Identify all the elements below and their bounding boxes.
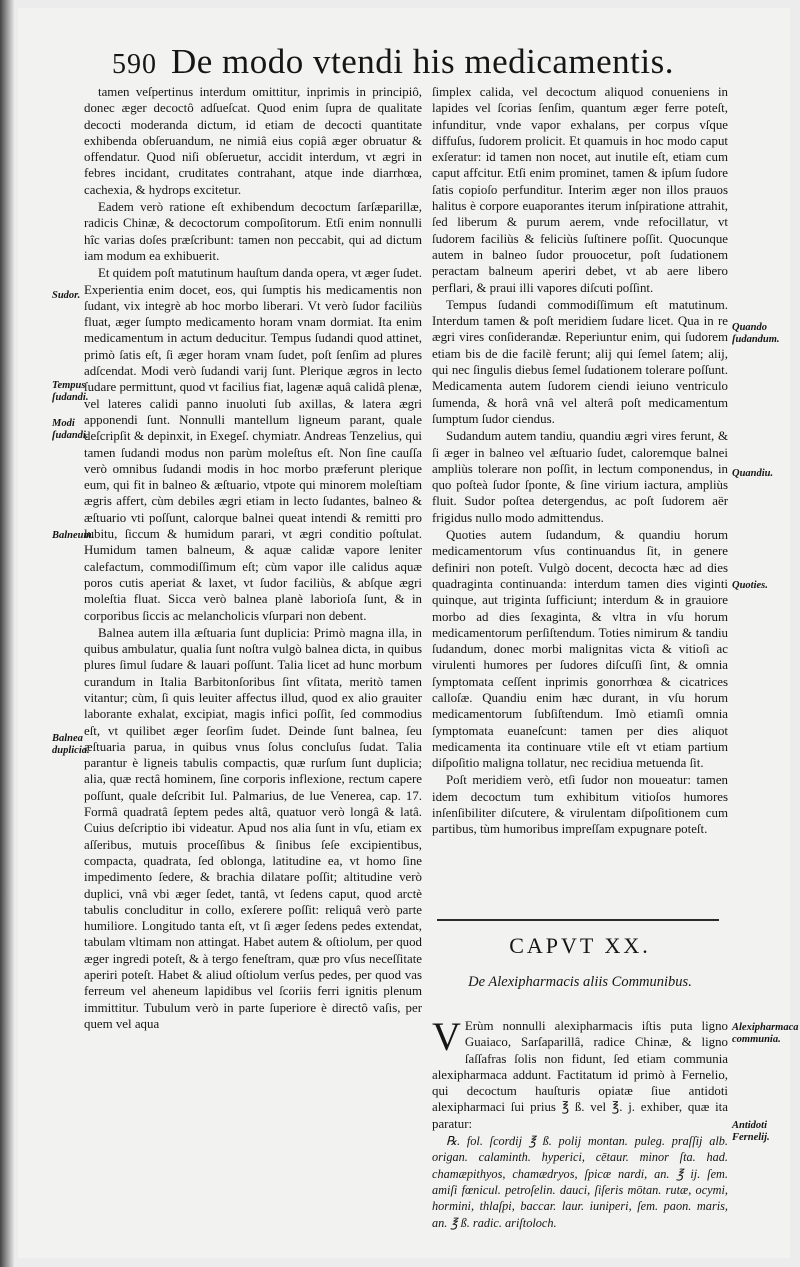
margin-note-quandiu: Quandiu. — [732, 468, 774, 479]
margin-note-tempus-sudandi: Tempus ſudandi. — [52, 380, 89, 403]
paragraph: ſimplex calida, vel decoctum aliquod conueniens in lapides vel ſcorias ſenſim, quantum æger ferre poteſt, infunditur, vnde vapor exhalans, per corpus vſque diffuſus, ſudorem prolicit. Et quamuis in hoc modo caput exſeratur: id tamen non nocet, aut inutile eſt, etiam cum caput affcitur. Etſi enim prominet, tamen & ipſum ſudore ſatis copioſo perfunditur. Interim æger non illos prauos halitus è corpore euaporantes iterum inſpiratione attrahit, ſed liberum & purum aerem, vnde refocillatur, vt ſudorem faciliùs & feliciùs ſuſtinere poſſit. Quocunque autem in balneo ſudor prouocetur, poſt ſudationem peractam balneum aperiri debet, vt ab aere libero perflari, & praui illi vapores diſcuti poſſint. — [432, 85, 728, 295]
chapter-subtitle: De Alexipharmacis aliis Communibus. — [468, 974, 692, 990]
left-column — [84, 84, 422, 1032]
paragraph: Sudandum autem tandiu, quandiu ægri vires ferunt, & ſi æger in balneo vel æſtuario ſudet, caloremque balnei ampliùs tolerare non poſſit, in lectum componendus, in quo poſteà ſudor ſponte, & ſine virium iactura, ampliùs fluit. Sudor poſtea detergendus, ac poſt ſudorem aër frigidus nullo modo admittendus. — [432, 429, 728, 525]
running-title: De modo vtendi his medicamentis. — [171, 42, 674, 81]
right-column — [432, 84, 728, 838]
paragraph: Tempus ſudandi commodiſſimum eſt matutinum. Interdum tamen & poſt meridiem ſudare licet. Qua in re ægri vires conſiderandæ. Reperiuntur enim, qui ſudorem etiam bis de die facilè ferunt; alij qui ſemel ſatem; alij, qui nec ſingulis diebus ſemel ſudationem tolerare poſſunt. Medicamenta autem ſudorem ciendi ieiuno ventriculo ſumenda, & horâ vnâ vel alterâ poſt medicamentum ſumptum ſudor ciendus. — [432, 297, 728, 426]
paragraph: Eadem verò ratione eſt exhibendum decoctum ſarſæparillæ, radicis Chinæ, & decoctorum compoſitorum. Etſi enim nonnulli hîc varias doſes præſcribunt: tamen non peccabit, qui ad dictum iam modum ea exhibuerit. — [84, 200, 422, 263]
page-header — [112, 42, 674, 82]
chapter-body — [432, 1014, 728, 1231]
margin-note-quoties: Quoties. — [732, 580, 768, 591]
margin-note-alexipharmaca: Alexipharmaca communia. — [732, 1022, 799, 1045]
margin-note-modi-sudandi: Modi ſudandi. — [52, 418, 89, 441]
paragraph: Quoties autem ſudandum, & quandiu horum medicamentorum vſus continuandus ſit, in genere definiri non poteſt. Vulgò docent, decocta hæc ad dies quadraginta continuanda: interdum tamen dies viginti quinque, aut triginta ſufficiunt; interdum & in grauiore morbo ad dies ſexaginta, & vltra in vſu horum medicamentorum perſiſtendum. Toties nimirum & tandiu ſudandum, donec morbi malignitas victa & vitioſi ac virulenti humores per ſudores diſcuſſi ſint, & omnia ſymptomata ceſſent inprimis gonorrhœa & cicatrices calloſæ. Quandiu enim hæc durant, in vſu horum medicamentorum ſubſiſtendum. Imò etiamſi omnia ſymptomata euaneſcunt: tamen per dies aliquot medicamenta ita continuare vtile eſt vt etiam partium diſpoſitio maligna tollatur, nec recidiua metuenda ſit. — [432, 528, 728, 771]
paragraph: tamen veſpertinus interdum omittitur, inprimis in principiô, donec æger decoctô adſueſcat. Quod enim ſupra de qualitate decocti moderanda dictum, id etiam de decocti quantitate exhibenda obſeruandum, ne nimiâ eius copiâ æger obruatur & offendatur. Quod niſi obſeruetur, accidit interdum, vt ægri in febres incidant, cruditates contrahant, atque inde diarrhœa, cachexia, & hydrops excitetur. — [84, 85, 422, 197]
section-divider — [437, 919, 719, 921]
margin-note-balnea-duplicia: Balnea duplicia. — [52, 733, 90, 756]
chapter-text: Erùm nonnulli alexipharmacis iſtis puta ligno Guaiaco, Sarſaparillâ, radice Chinæ, & ligno ſaſſafras ſolis non fidunt, ſed etiam communia alexipharmaca addunt. Factitatum id primò à Fernelio, qui decoctum hauſturis opiatæ ſiue antidoti alexipharmaci ſui prius ℥ ß. vel ℥. j. exhiber, quæ ita paratur: — [432, 1019, 728, 1131]
chapter-paragraph — [432, 1014, 728, 1132]
margin-note-sudor: Sudor. — [52, 290, 81, 301]
recipe: ℞. fol. ſcordij ℥ ß. polij montan. puleg. praſſij alb. origan. calaminth. hyperici, cētaur. minor ſta. had. chamæpithyos, chamædryos, ſpicæ nardi, an. ℥ ij. ſem. amiſi fœnicul. petroſelin. dauci, ſiſeris mōtan. rutæ, ocymi, hormini, thlaſpi, baccar. laur. iuniperi, ſem. paon. maris, an. ℥ ß. radic. ariſtoloch. — [432, 1134, 728, 1230]
margin-note-balneum: Balneum. — [52, 530, 95, 541]
chapter-title: CAPVT XX. — [509, 933, 651, 958]
paragraph: Poſt meridiem verò, etſi ſudor non moueatur: tamen idem decoctum tum exhibitum vitioſos humores inſenſibiliter diſcutere, & virulentam diſpoſitionem cum partibus, tùm humoribus impreſſam expugnare poteſt. — [432, 773, 728, 837]
drop-cap: V — [432, 1014, 461, 1059]
margin-note-antidoti: Antidoti Fernelij. — [732, 1120, 770, 1143]
book-gutter — [0, 0, 14, 1267]
margin-note-quando-sudandum: Quando ſudandum. — [732, 322, 780, 345]
paragraph: Et quidem poſt matutinum hauſtum danda opera, vt æger ſudet. Experientia enim docet, eos, qui ſumptis his medicamentis non ſudant, vix integrè ab hoc morbo liberari. Vt verò ſudor faciliùs fluat, æger ſumpto medicamento horam vnam dormiat. Ita enim medicamentum in actum deducitur. Tempus ſudandi quod attinet, primò ſatis eſt, ſi æger horam vnam ſudet, poſt ſenſim ad plures adſcendat. Modi verò ſudandi varij ſunt. Plerique ægros in lecto ſudare permittunt, quod vt facilius fiat, lagenæ aquâ calidâ plenæ, vel lateres calidi panno inuoluti ſub axillas, & latera ægri apponendi ſunt. Nonnulli mantellum ligneum parant, quale deſcripſit & depinxit, in Exegeſ. chymiatr. Andreas Tenzelius, qui tamen ſudandi modus non parùm moleſtus eſt. Non ſine cauſſa verò omnibus ſudandi modis in hoc morbo præferunt plerique eum, qui fit in balneo & æſtuario, vtpote qui minorem moleſtiam ægris affert, cùm debiles ægri etiam in lecto ſudantes, balneo & æſtuario vti poſſunt, calorque balnei queat intendi & remitti pro lubitu, ſiccum & humidum parari, vt ægri conditio poſtulat. Humidum tamen balneum, & aquæ calidæ vapore leniter calefactum, commodiſſimum eſt; cùm vapor ille calidus aquæ poros cutis aperiat & laxet, vt ſudor faciliùs, & abſque ægri moleſtia fluat. Sicca verò balnea planè laborioſa ſunt, & in corporibus ſiccis ac melancholicis vſurpari non debent. — [84, 266, 422, 623]
paragraph: Balnea autem illa æſtuaria ſunt duplicia: Primò magna illa, in quibus ambulatur, qualia ſunt noſtra vulgò balnea dicta, in quibus plures ſimul ſudare & lauari poſſunt. Talia licet ad hunc morbum curandum in Italia Barbitonſoribus ſint vſitata, meritò tamen vitantur; cùm, ſi quis leuiter affectus illud, quod ex alio grauiter laborante exhalat, excipiat, magis infici poſſit, ſed commodius eſt, vt quilibet æger ſeorſim ſudet. Deinde ſunt balnea, ſeu æſtuaria parua, in quibus vnus ſolus concluſus ſudat. Talia parantur è ligneis tabulis compactis, quæ rurſum ſunt duplicia; alia, quæ rectâ hominem, ſine corporis inflexione, rectum capere poſſunt, quale deſcribit Iul. Palmarius, de lue Venerea, cap. 17. Formâ quadratâ ſeptem pedes altâ, quatuor verò longâ & latâ. Cuius deſcriptio ibi videatur. Apud nos alia ſunt in vſu, etiam ex aſſeribus, mutuis proceſſibus & ſinibus ſeſe excipientibus, compacta, quadrata, ſed oblonga, latitudine ea, vt homo ſine impedimento ſedere, & brachia dilatare poſſit; altitudine verò duplici, vnâ vbi æger ſedet, tantâ, vt ſedens caput, quod arctè tabulis concluditur in collo, exſerere poſſit: reliquâ verò parte humiliore. Longitudo tanta eſt, vt ſi æger ſedens pedes extendat, tabulam vltimam non attingat. Habet autem & oſtiolum, per quod æger ingredi poteſt, & à tergo feneſtram, quæ pro vſus neceſſitate aperiri poteſt. Habet & aliud oſtiolum verſus pedes, per quod vas ferreum vel aheneum lapidibus vel ſcoriis ferri ignitis plenum immittitur. Tubulum verò in parte ſuperiore è directô vaſis, per quem vel aqua — [84, 625, 422, 1031]
page-number: 590 — [112, 49, 157, 80]
